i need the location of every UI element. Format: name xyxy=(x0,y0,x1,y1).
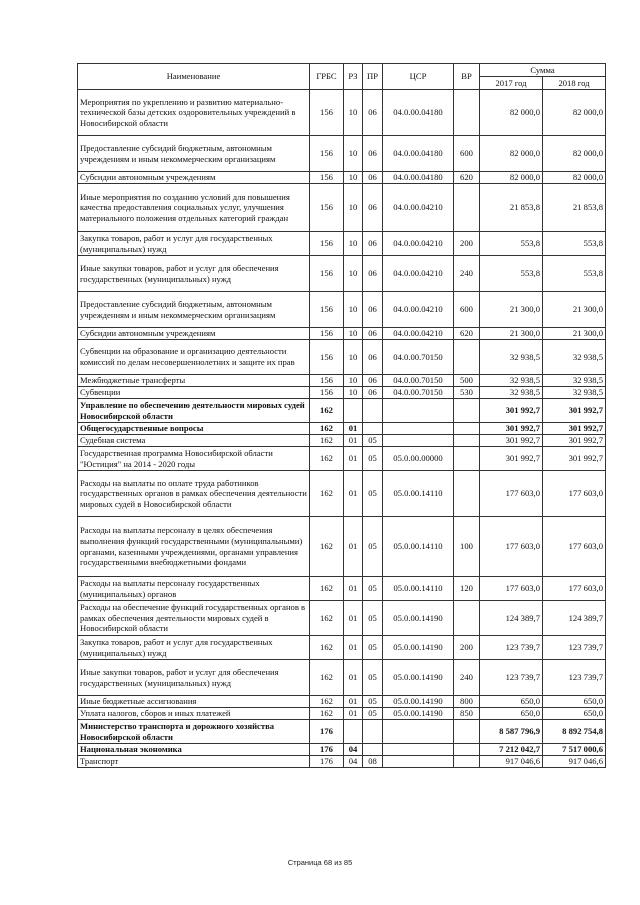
cell-sum-2018: 301 992,7 xyxy=(543,399,606,423)
cell-rz: 01 xyxy=(344,696,363,708)
cell-csr: 05.0.00.14110 xyxy=(383,471,454,517)
cell-sum-2018: 650,0 xyxy=(543,708,606,720)
cell-sum-2017: 301 992,7 xyxy=(480,435,543,447)
cell-vr: 120 xyxy=(454,577,480,601)
cell-pr: 06 xyxy=(363,292,383,328)
table-row xyxy=(78,471,606,517)
header-year-2017: 2017 год xyxy=(480,77,543,90)
cell-sum-2018: 553,8 xyxy=(543,256,606,292)
cell-rz: 01 xyxy=(344,708,363,720)
cell-vr xyxy=(454,90,480,136)
cell-grbs: 176 xyxy=(310,756,344,768)
cell-csr: 04.0.00.04210 xyxy=(383,184,454,232)
cell-vr: 240 xyxy=(454,256,480,292)
table-row xyxy=(78,577,606,601)
cell-csr: 04.0.00.04180 xyxy=(383,172,454,184)
cell-csr: 04.0.00.70150 xyxy=(383,340,454,375)
cell-name: Иные мероприятия по созданию условий для повышения качества предоставления социальных услуг, улучшения материального положения отдельных категорий граждан xyxy=(78,184,310,232)
cell-sum-2017: 177 603,0 xyxy=(480,577,543,601)
cell-rz: 01 xyxy=(344,447,363,471)
cell-grbs: 156 xyxy=(310,340,344,375)
table-body xyxy=(78,90,606,768)
cell-rz: 10 xyxy=(344,292,363,328)
cell-vr: 100 xyxy=(454,517,480,577)
cell-vr: 500 xyxy=(454,375,480,387)
cell-sum-2018: 177 603,0 xyxy=(543,471,606,517)
cell-name: Предоставление субсидий бюджетным, автономным учреждениям и иным некоммерческим организациям xyxy=(78,136,310,172)
cell-csr: 05.0.00.14190 xyxy=(383,636,454,660)
cell-name: Управление по обеспечению деятельности мировых судей Новосибирской области xyxy=(78,399,310,423)
cell-grbs: 162 xyxy=(310,660,344,696)
cell-sum-2018: 177 603,0 xyxy=(543,577,606,601)
cell-grbs: 176 xyxy=(310,720,344,744)
cell-sum-2018: 917 046,6 xyxy=(543,756,606,768)
cell-name: Иные закупки товаров, работ и услуг для обеспечения государственных (муниципальных) нужд xyxy=(78,256,310,292)
cell-csr: 05.0.00.14190 xyxy=(383,660,454,696)
header-sum: Сумма xyxy=(480,64,606,77)
cell-rz: 10 xyxy=(344,340,363,375)
cell-grbs: 162 xyxy=(310,577,344,601)
cell-grbs: 162 xyxy=(310,471,344,517)
cell-sum-2017: 553,8 xyxy=(480,256,543,292)
cell-vr: 620 xyxy=(454,328,480,340)
cell-sum-2018: 32 938,5 xyxy=(543,340,606,375)
cell-sum-2018: 82 000,0 xyxy=(543,172,606,184)
cell-rz: 10 xyxy=(344,172,363,184)
table-row xyxy=(78,517,606,577)
cell-vr: 200 xyxy=(454,232,480,256)
cell-pr: 06 xyxy=(363,90,383,136)
header-grbs: ГРБС xyxy=(310,64,344,90)
cell-grbs: 156 xyxy=(310,375,344,387)
cell-sum-2017: 32 938,5 xyxy=(480,375,543,387)
cell-sum-2018: 21 300,0 xyxy=(543,292,606,328)
cell-sum-2018: 123 739,7 xyxy=(543,636,606,660)
cell-rz xyxy=(344,720,363,744)
cell-sum-2017: 8 587 796,9 xyxy=(480,720,543,744)
cell-sum-2017: 123 739,7 xyxy=(480,660,543,696)
cell-grbs: 156 xyxy=(310,184,344,232)
cell-vr: 240 xyxy=(454,660,480,696)
cell-rz: 10 xyxy=(344,184,363,232)
cell-csr xyxy=(383,399,454,423)
cell-pr: 05 xyxy=(363,435,383,447)
cell-rz: 01 xyxy=(344,423,363,435)
cell-name: Предоставление субсидий бюджетным, автономным учреждениям и иным некоммерческим организациям xyxy=(78,292,310,328)
table-row xyxy=(78,172,606,184)
cell-pr: 05 xyxy=(363,660,383,696)
cell-rz: 04 xyxy=(344,744,363,756)
cell-csr: 05.0.00.14190 xyxy=(383,696,454,708)
cell-name: Иные закупки товаров, работ и услуг для обеспечения государственных (муниципальных) нужд xyxy=(78,660,310,696)
cell-pr: 06 xyxy=(363,375,383,387)
cell-vr xyxy=(454,720,480,744)
cell-pr xyxy=(363,399,383,423)
table-row xyxy=(78,708,606,720)
cell-pr: 08 xyxy=(363,756,383,768)
cell-rz: 10 xyxy=(344,136,363,172)
table-row xyxy=(78,387,606,399)
cell-rz: 10 xyxy=(344,232,363,256)
header-vr: ВР xyxy=(454,64,480,90)
cell-csr xyxy=(383,435,454,447)
cell-vr xyxy=(454,340,480,375)
cell-sum-2018: 553,8 xyxy=(543,232,606,256)
cell-grbs: 162 xyxy=(310,423,344,435)
cell-sum-2017: 32 938,5 xyxy=(480,340,543,375)
cell-pr: 05 xyxy=(363,708,383,720)
header-year-2018: 2018 год xyxy=(543,77,606,90)
cell-name: Иные бюджетные ассигнования xyxy=(78,696,310,708)
cell-sum-2018: 32 938,5 xyxy=(543,387,606,399)
cell-name: Субвенции xyxy=(78,387,310,399)
cell-pr: 05 xyxy=(363,577,383,601)
table-row xyxy=(78,435,606,447)
cell-csr: 05.0.00.14190 xyxy=(383,601,454,636)
cell-csr xyxy=(383,720,454,744)
cell-grbs: 162 xyxy=(310,696,344,708)
cell-sum-2018: 124 389,7 xyxy=(543,601,606,636)
cell-grbs: 156 xyxy=(310,328,344,340)
cell-sum-2018: 32 938,5 xyxy=(543,375,606,387)
cell-sum-2017: 124 389,7 xyxy=(480,601,543,636)
cell-csr xyxy=(383,423,454,435)
cell-name: Транспорт xyxy=(78,756,310,768)
cell-vr: 620 xyxy=(454,172,480,184)
budget-table xyxy=(77,63,606,768)
cell-grbs: 156 xyxy=(310,232,344,256)
cell-pr: 06 xyxy=(363,387,383,399)
table-row xyxy=(78,423,606,435)
cell-csr: 04.0.00.70150 xyxy=(383,387,454,399)
cell-csr: 04.0.00.04210 xyxy=(383,292,454,328)
table-row xyxy=(78,744,606,756)
cell-name: Министерство транспорта и дорожного хозяйства Новосибирской области xyxy=(78,720,310,744)
cell-name: Расходы на выплаты персоналу в целях обеспечения выполнения функций государственными (муниципальными) органами, казенными учреждениями, органами управления государственными внебюджетными фондами xyxy=(78,517,310,577)
cell-sum-2018: 21 300,0 xyxy=(543,328,606,340)
cell-sum-2018: 177 603,0 xyxy=(543,517,606,577)
cell-sum-2017: 553,8 xyxy=(480,232,543,256)
cell-rz: 10 xyxy=(344,256,363,292)
cell-sum-2017: 301 992,7 xyxy=(480,447,543,471)
cell-grbs: 162 xyxy=(310,447,344,471)
cell-vr: 530 xyxy=(454,387,480,399)
cell-grbs: 162 xyxy=(310,517,344,577)
cell-name: Расходы на выплаты по оплате труда работников государственных органов в рамках обеспечения деятельности мировых судей в Новосибирской области xyxy=(78,471,310,517)
cell-vr xyxy=(454,601,480,636)
cell-sum-2018: 7 517 000,6 xyxy=(543,744,606,756)
cell-rz: 10 xyxy=(344,387,363,399)
cell-sum-2017: 650,0 xyxy=(480,708,543,720)
cell-csr: 05.0.00.14110 xyxy=(383,517,454,577)
cell-vr: 200 xyxy=(454,636,480,660)
cell-grbs: 156 xyxy=(310,136,344,172)
cell-sum-2017: 82 000,0 xyxy=(480,90,543,136)
cell-sum-2018: 301 992,7 xyxy=(543,435,606,447)
cell-csr: 05.0.00.14190 xyxy=(383,708,454,720)
cell-grbs: 162 xyxy=(310,601,344,636)
cell-sum-2018: 650,0 xyxy=(543,696,606,708)
cell-pr: 05 xyxy=(363,471,383,517)
cell-sum-2017: 301 992,7 xyxy=(480,399,543,423)
cell-name: Субсидии автономным учреждениям xyxy=(78,328,310,340)
cell-sum-2017: 21 300,0 xyxy=(480,292,543,328)
table-row xyxy=(78,136,606,172)
cell-vr: 600 xyxy=(454,292,480,328)
page-footer: Страница 68 из 85 xyxy=(287,858,353,867)
cell-rz: 10 xyxy=(344,375,363,387)
cell-vr: 850 xyxy=(454,708,480,720)
cell-pr: 06 xyxy=(363,184,383,232)
cell-grbs: 162 xyxy=(310,435,344,447)
table-row xyxy=(78,720,606,744)
cell-pr: 06 xyxy=(363,340,383,375)
cell-csr xyxy=(383,744,454,756)
cell-sum-2018: 301 992,7 xyxy=(543,423,606,435)
cell-sum-2017: 650,0 xyxy=(480,696,543,708)
cell-csr: 04.0.00.04210 xyxy=(383,328,454,340)
cell-csr xyxy=(383,756,454,768)
cell-grbs: 176 xyxy=(310,744,344,756)
cell-rz: 10 xyxy=(344,328,363,340)
cell-pr: 05 xyxy=(363,601,383,636)
cell-name: Расходы на обеспечение функций государственных органов в рамках обеспечения деятельности мировых судей в Новосибирской области xyxy=(78,601,310,636)
cell-rz: 10 xyxy=(344,90,363,136)
cell-csr: 04.0.00.70150 xyxy=(383,375,454,387)
cell-pr: 06 xyxy=(363,328,383,340)
cell-pr: 06 xyxy=(363,136,383,172)
cell-name: Межбюджетные трансферты xyxy=(78,375,310,387)
cell-csr: 04.0.00.04180 xyxy=(383,136,454,172)
cell-pr: 05 xyxy=(363,447,383,471)
cell-rz: 01 xyxy=(344,660,363,696)
cell-rz: 01 xyxy=(344,577,363,601)
cell-sum-2017: 917 046,6 xyxy=(480,756,543,768)
cell-sum-2017: 21 300,0 xyxy=(480,328,543,340)
table-row xyxy=(78,756,606,768)
cell-sum-2018: 301 992,7 xyxy=(543,447,606,471)
cell-name: Уплата налогов, сборов и иных платежей xyxy=(78,708,310,720)
cell-sum-2018: 8 892 754,8 xyxy=(543,720,606,744)
cell-rz: 01 xyxy=(344,435,363,447)
cell-grbs: 156 xyxy=(310,292,344,328)
table-row xyxy=(78,696,606,708)
header-name: Наименование xyxy=(78,64,310,90)
cell-name: Государственная программа Новосибирской области "Юстиция" на 2014 - 2020 годы xyxy=(78,447,310,471)
table-row xyxy=(78,375,606,387)
table-row xyxy=(78,660,606,696)
cell-csr: 05.0.00.14110 xyxy=(383,577,454,601)
cell-rz: 01 xyxy=(344,601,363,636)
cell-pr: 05 xyxy=(363,636,383,660)
cell-csr: 04.0.00.04180 xyxy=(383,90,454,136)
cell-name: Субсидии автономным учреждениям xyxy=(78,172,310,184)
cell-vr xyxy=(454,399,480,423)
cell-name: Субвенции на образование и организацию деятельности комиссий по делам несовершеннолетних и защите их прав xyxy=(78,340,310,375)
cell-pr: 06 xyxy=(363,232,383,256)
cell-pr: 06 xyxy=(363,172,383,184)
table-row xyxy=(78,256,606,292)
cell-sum-2018: 21 853,8 xyxy=(543,184,606,232)
cell-name: Судебная система xyxy=(78,435,310,447)
table-row xyxy=(78,292,606,328)
table-row xyxy=(78,90,606,136)
cell-csr: 05.0.00.00000 xyxy=(383,447,454,471)
cell-vr xyxy=(454,447,480,471)
cell-sum-2017: 82 000,0 xyxy=(480,172,543,184)
cell-sum-2017: 32 938,5 xyxy=(480,387,543,399)
cell-pr: 05 xyxy=(363,517,383,577)
table-row xyxy=(78,399,606,423)
cell-sum-2017: 82 000,0 xyxy=(480,136,543,172)
cell-sum-2017: 123 739,7 xyxy=(480,636,543,660)
cell-sum-2017: 177 603,0 xyxy=(480,517,543,577)
cell-grbs: 156 xyxy=(310,90,344,136)
cell-rz: 01 xyxy=(344,636,363,660)
cell-sum-2017: 301 992,7 xyxy=(480,423,543,435)
cell-sum-2017: 177 603,0 xyxy=(480,471,543,517)
cell-grbs: 162 xyxy=(310,399,344,423)
cell-name: Мероприятия по укреплению и развитию материально-технической базы детских оздоровительных учреждений в Новосибирской области xyxy=(78,90,310,136)
table-row xyxy=(78,184,606,232)
cell-grbs: 156 xyxy=(310,256,344,292)
cell-pr xyxy=(363,744,383,756)
cell-grbs: 162 xyxy=(310,636,344,660)
cell-vr xyxy=(454,471,480,517)
cell-name: Национальная экономика xyxy=(78,744,310,756)
cell-vr: 600 xyxy=(454,136,480,172)
cell-rz xyxy=(344,399,363,423)
cell-vr: 800 xyxy=(454,696,480,708)
cell-vr xyxy=(454,423,480,435)
cell-csr: 04.0.00.04210 xyxy=(383,256,454,292)
cell-pr xyxy=(363,423,383,435)
cell-grbs: 162 xyxy=(310,708,344,720)
cell-sum-2018: 123 739,7 xyxy=(543,660,606,696)
cell-vr xyxy=(454,435,480,447)
table-row xyxy=(78,232,606,256)
table-row xyxy=(78,601,606,636)
cell-pr: 05 xyxy=(363,696,383,708)
table-row xyxy=(78,636,606,660)
cell-name: Расходы на выплаты персоналу государственных (муниципальных) органов xyxy=(78,577,310,601)
cell-sum-2017: 7 212 042,7 xyxy=(480,744,543,756)
cell-grbs: 156 xyxy=(310,387,344,399)
cell-rz: 01 xyxy=(344,517,363,577)
cell-rz: 01 xyxy=(344,471,363,517)
cell-sum-2018: 82 000,0 xyxy=(543,90,606,136)
cell-sum-2017: 21 853,8 xyxy=(480,184,543,232)
table-row xyxy=(78,447,606,471)
cell-vr xyxy=(454,756,480,768)
cell-name: Общегосударственные вопросы xyxy=(78,423,310,435)
cell-sum-2018: 82 000,0 xyxy=(543,136,606,172)
cell-pr: 06 xyxy=(363,256,383,292)
cell-grbs: 156 xyxy=(310,172,344,184)
table-row xyxy=(78,328,606,340)
cell-vr xyxy=(454,184,480,232)
table-row xyxy=(78,340,606,375)
header-rz: РЗ xyxy=(344,64,363,90)
header-pr: ПР xyxy=(363,64,383,90)
cell-pr xyxy=(363,720,383,744)
cell-csr: 04.0.00.04210 xyxy=(383,232,454,256)
cell-name: Закупка товаров, работ и услуг для государственных (муниципальных) нужд xyxy=(78,636,310,660)
cell-rz: 04 xyxy=(344,756,363,768)
cell-vr xyxy=(454,744,480,756)
header-csr: ЦСР xyxy=(383,64,454,90)
cell-name: Закупка товаров, работ и услуг для государственных (муниципальных) нужд xyxy=(78,232,310,256)
